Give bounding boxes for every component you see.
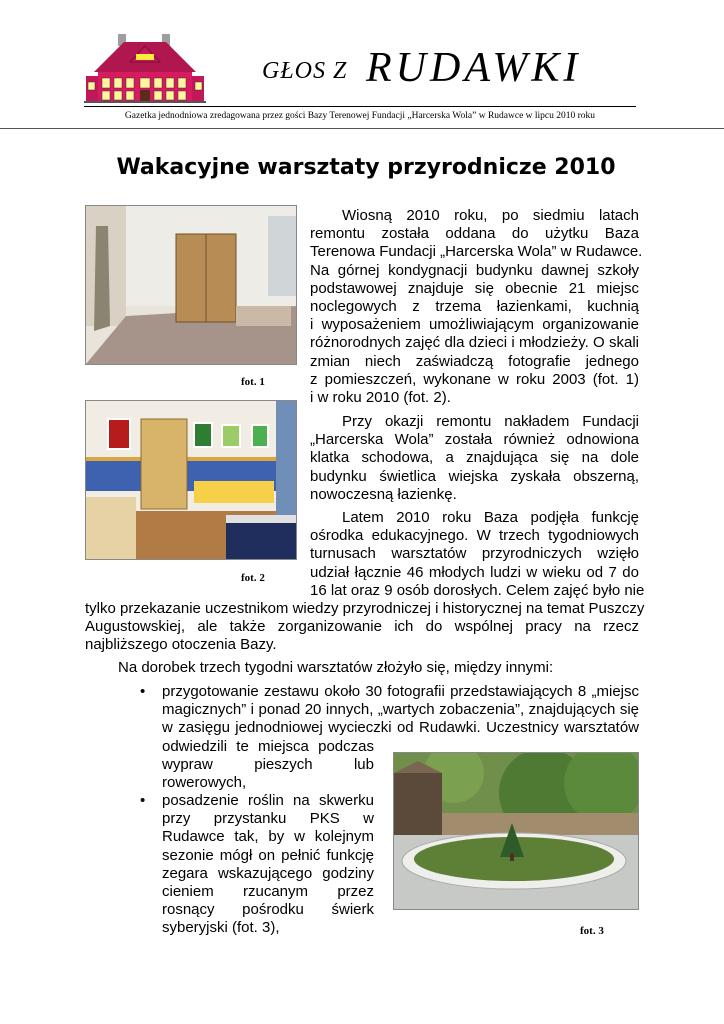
paragraph-2 xyxy=(310,413,639,504)
text-line: odwiedzili te miejsca podczas xyxy=(162,737,374,755)
text-line: ośrodka edukacyjnego. W trzech tygodniowych xyxy=(310,527,639,545)
text-line: i w roku 2010 (fot. 2). xyxy=(310,388,451,406)
bullet-marker: • xyxy=(140,792,146,809)
text-line: turnusach warsztatów przyrodniczych wzięło xyxy=(310,545,639,563)
text-line: „Harcerska Wola” została również odnowiona xyxy=(310,431,639,449)
text-line: najbliższego otoczenia Bazy. xyxy=(85,636,277,654)
text-line: różnorodnych zajęć dla dzieci i młodzieży. O skali xyxy=(310,334,639,352)
masthead-rule xyxy=(84,106,636,107)
photo-room-2010 xyxy=(85,400,297,560)
text-line: budynku świetlica wiejska zyskała obszerną, xyxy=(310,467,639,485)
text-line: i wyposażeniem umożliwiającym organizowanie xyxy=(310,316,639,334)
caption-fot3: fot. 3 xyxy=(580,925,604,937)
text-line: przy przystanku PKS w xyxy=(162,810,374,828)
paragraph-1 xyxy=(310,207,643,407)
masthead-subtitle: Gazetka jednodniowa zredagowana przez gości Bazy Terenowej Fundacji „Harcerska Wola” w Rudawce w lipcu 2010 roku xyxy=(124,111,596,121)
photo-flowerbed xyxy=(393,752,639,910)
paragraph-3-continued xyxy=(85,600,645,655)
photo-room-2003 xyxy=(85,205,297,365)
text-line: magicznych” i ponad 20 innych, „wartych zobaczenia”, znajdujących się xyxy=(162,701,639,719)
text-line: zegara wskazującego godziny xyxy=(162,864,374,882)
text-line: rowerowych, xyxy=(162,773,247,791)
text-line: Rudawce tak, by w kolejnym xyxy=(162,828,374,846)
text-line: 16 lat oraz 9 osób dorosłych. Celem zajęć było nie xyxy=(310,581,645,599)
text-line: klatka schodowa, a znajdująca się na dole xyxy=(310,449,639,467)
text-line: wypraw pieszych lub xyxy=(162,755,374,773)
text-line: remontu została oddana do użytku Baza xyxy=(310,225,639,243)
masthead-logo xyxy=(84,32,206,104)
text-line: nowoczesną łazienkę. xyxy=(310,485,457,503)
masthead-title-large: RUDAWKI xyxy=(366,45,582,91)
text-line: w zasięgu jednodniowej wycieczki od Rudawki. Uczestnicy warsztatów xyxy=(162,719,639,737)
text-line: przygotowanie zestawu około 30 fotografii przedstawiających 8 „miejsc xyxy=(162,683,639,700)
text-line: Na górnej kondygnacji budynku dawnej szkoły xyxy=(310,261,639,279)
bullet-marker: • xyxy=(140,683,146,700)
text-line: Latem 2010 roku Baza podjęła funkcję xyxy=(342,509,639,526)
bullet-item-2 xyxy=(162,792,374,938)
paragraph-4: Na dorobek trzech tygodni warsztatów złożyło się, między innymi: xyxy=(118,659,554,676)
text-line: Augustowskiej, ale także zorganizowanie ich do wspólnej pracy na rzecz xyxy=(85,618,639,636)
caption-fot2: fot. 2 xyxy=(241,572,265,584)
masthead-title-small: GŁOS Z xyxy=(262,58,348,84)
article-title: Wakacyjne warsztaty przyrodnicze 2010 xyxy=(116,155,616,180)
text-line: Terenowa Fundacji „Harcerska Wola” w Rudawce. xyxy=(310,243,643,261)
text-line: posadzenie roślin na skwerku xyxy=(162,792,374,809)
caption-fot1: fot. 1 xyxy=(241,376,265,388)
text-line: podstawowej znajduje się obecnie 21 miejsc xyxy=(310,279,639,297)
text-line: noclegowych z trzema łazienkami, kuchnią xyxy=(310,297,639,315)
text-line: cieniem rzucanym przez xyxy=(162,882,374,900)
text-line: zmian niech zaświadczą fotografie jednego xyxy=(310,352,639,370)
text-line: udział łącznie 46 młodych ludzi w wieku od 7 do xyxy=(310,563,639,581)
page-divider xyxy=(0,128,724,129)
text-line: tylko przekazanie uczestnikom wiedzy przyrodniczej i historycznej na temat Puszczy xyxy=(85,600,645,617)
text-line: syberyjski (fot. 3), xyxy=(162,919,280,937)
text-line: z pomieszczeń, wykonane w roku 2003 (fot. 1) xyxy=(310,370,639,388)
text-line: sezonie mógł on pełnić funkcję xyxy=(162,846,374,864)
text-line: rosnący pośrodku świerk xyxy=(162,901,374,919)
text-line: Wiosną 2010 roku, po siedmiu latach xyxy=(342,207,639,224)
paragraph-3 xyxy=(310,509,645,600)
text-line: Przy okazji remontu nakładem Fundacji xyxy=(342,413,639,430)
